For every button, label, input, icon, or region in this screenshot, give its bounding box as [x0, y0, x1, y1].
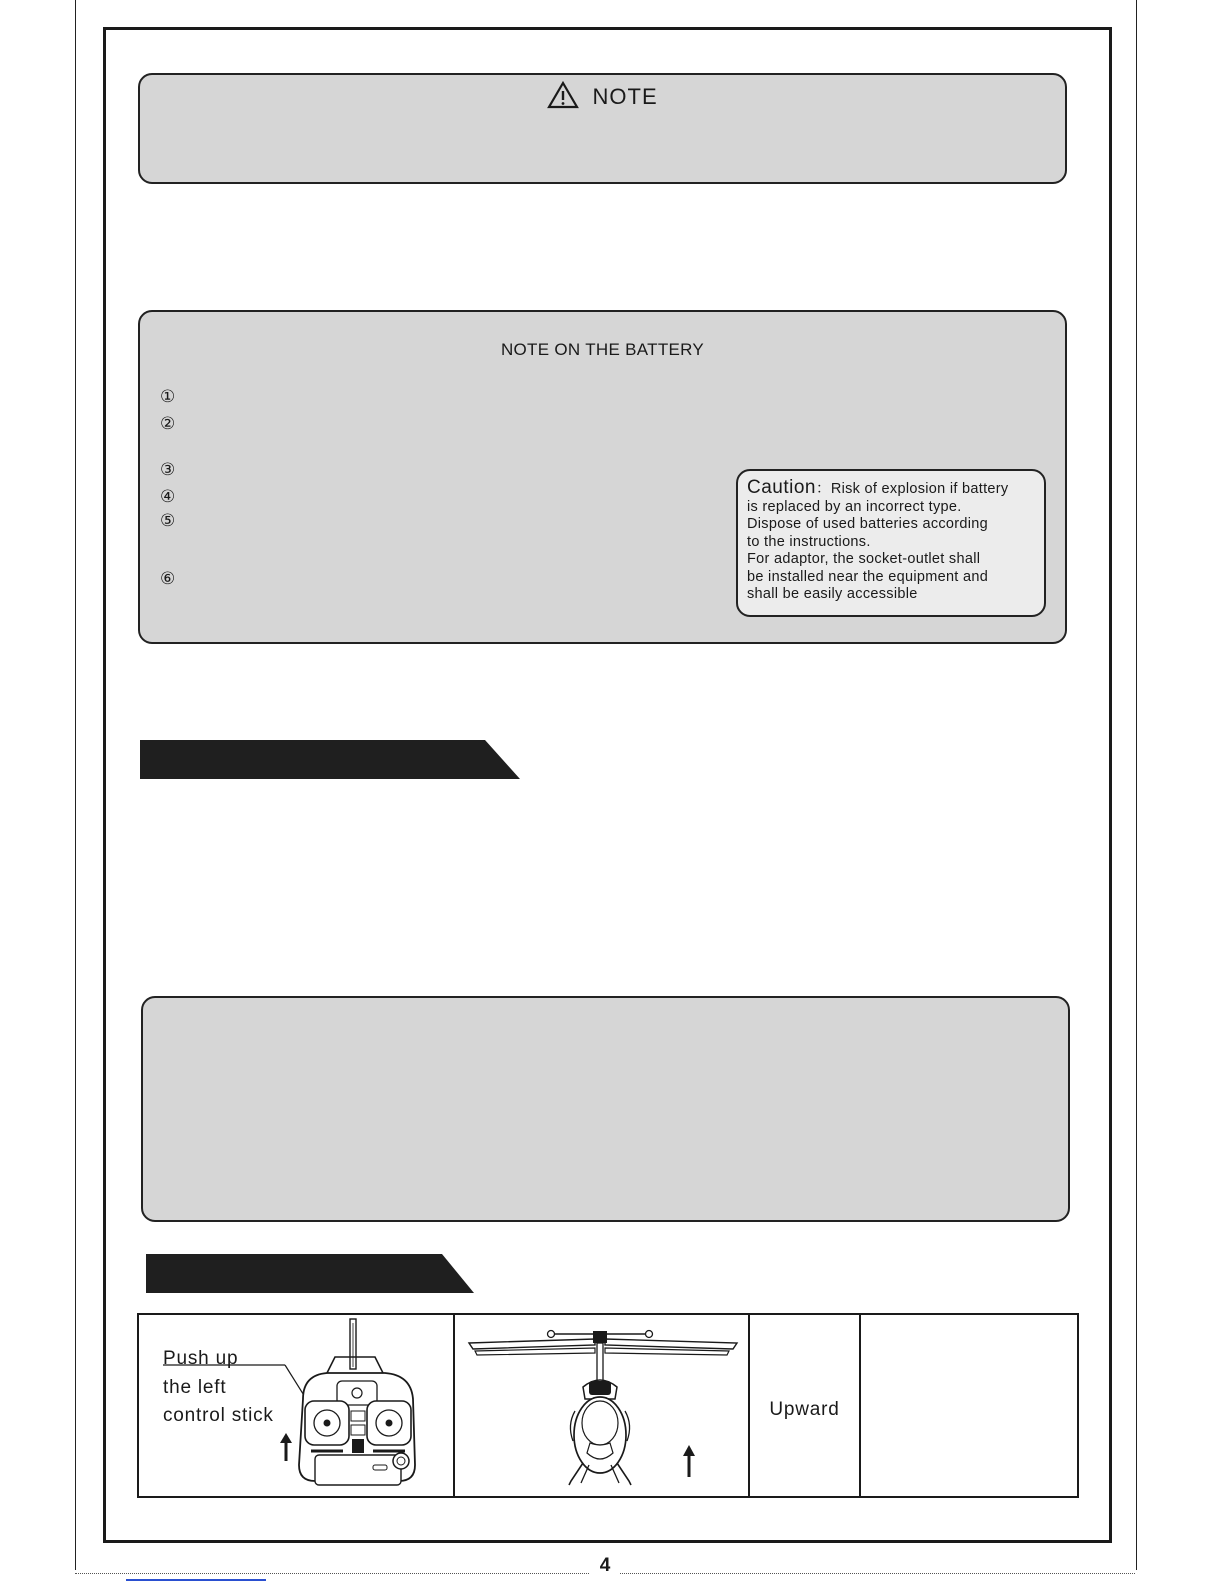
note-heading	[140, 83, 1065, 111]
transmitter-illustration	[139, 1315, 455, 1500]
caution-line: shall be easily accessible	[747, 586, 918, 602]
caution-line: is replaced by an incorrect type.	[747, 498, 962, 515]
helicopter-illustration	[455, 1315, 750, 1500]
caution-label: Caution	[747, 477, 816, 498]
warning-triangle-icon	[547, 81, 579, 109]
caution-line: to the instructions.	[747, 533, 871, 550]
battery-note-title: NOTE ON THE BATTERY	[500, 340, 705, 359]
instruction-box	[141, 996, 1070, 1222]
note-title: NOTE	[592, 84, 658, 110]
direction-label: Upward	[769, 1399, 840, 1420]
battery-item-number: ⑤	[160, 511, 176, 531]
note-box	[138, 73, 1067, 184]
caution-first-line	[747, 479, 1036, 499]
push-line: Push up	[163, 1348, 239, 1369]
battery-item-number: ⑥	[160, 569, 176, 589]
battery-item-number: ④	[160, 487, 176, 507]
push-line: the left	[163, 1376, 227, 1398]
push-line: control stick	[163, 1405, 274, 1426]
description-cell	[861, 1315, 1079, 1496]
section-header-bar	[146, 1254, 474, 1293]
caution-box	[736, 469, 1046, 617]
battery-item-number: ②	[160, 414, 176, 434]
transmitter-cell	[139, 1315, 455, 1496]
direction-cell	[750, 1315, 861, 1496]
helicopter-cell	[455, 1315, 750, 1496]
caution-line: For adaptor, the socket-outlet shall	[747, 551, 981, 567]
page-number: 4	[590, 1553, 620, 1579]
caution-line: Dispose of used batteries according	[747, 516, 989, 532]
section-header-bar	[140, 740, 520, 779]
control-table	[137, 1313, 1079, 1498]
battery-note-box	[138, 310, 1067, 644]
caution-line: be installed near the equipment and	[747, 568, 989, 585]
battery-item-number: ③	[160, 460, 176, 480]
battery-item-number: ①	[160, 387, 176, 407]
caution-text: Risk of explosion if battery	[830, 481, 1009, 497]
footer-link[interactable]	[126, 1579, 266, 1581]
caution-separator: ：	[816, 481, 831, 497]
